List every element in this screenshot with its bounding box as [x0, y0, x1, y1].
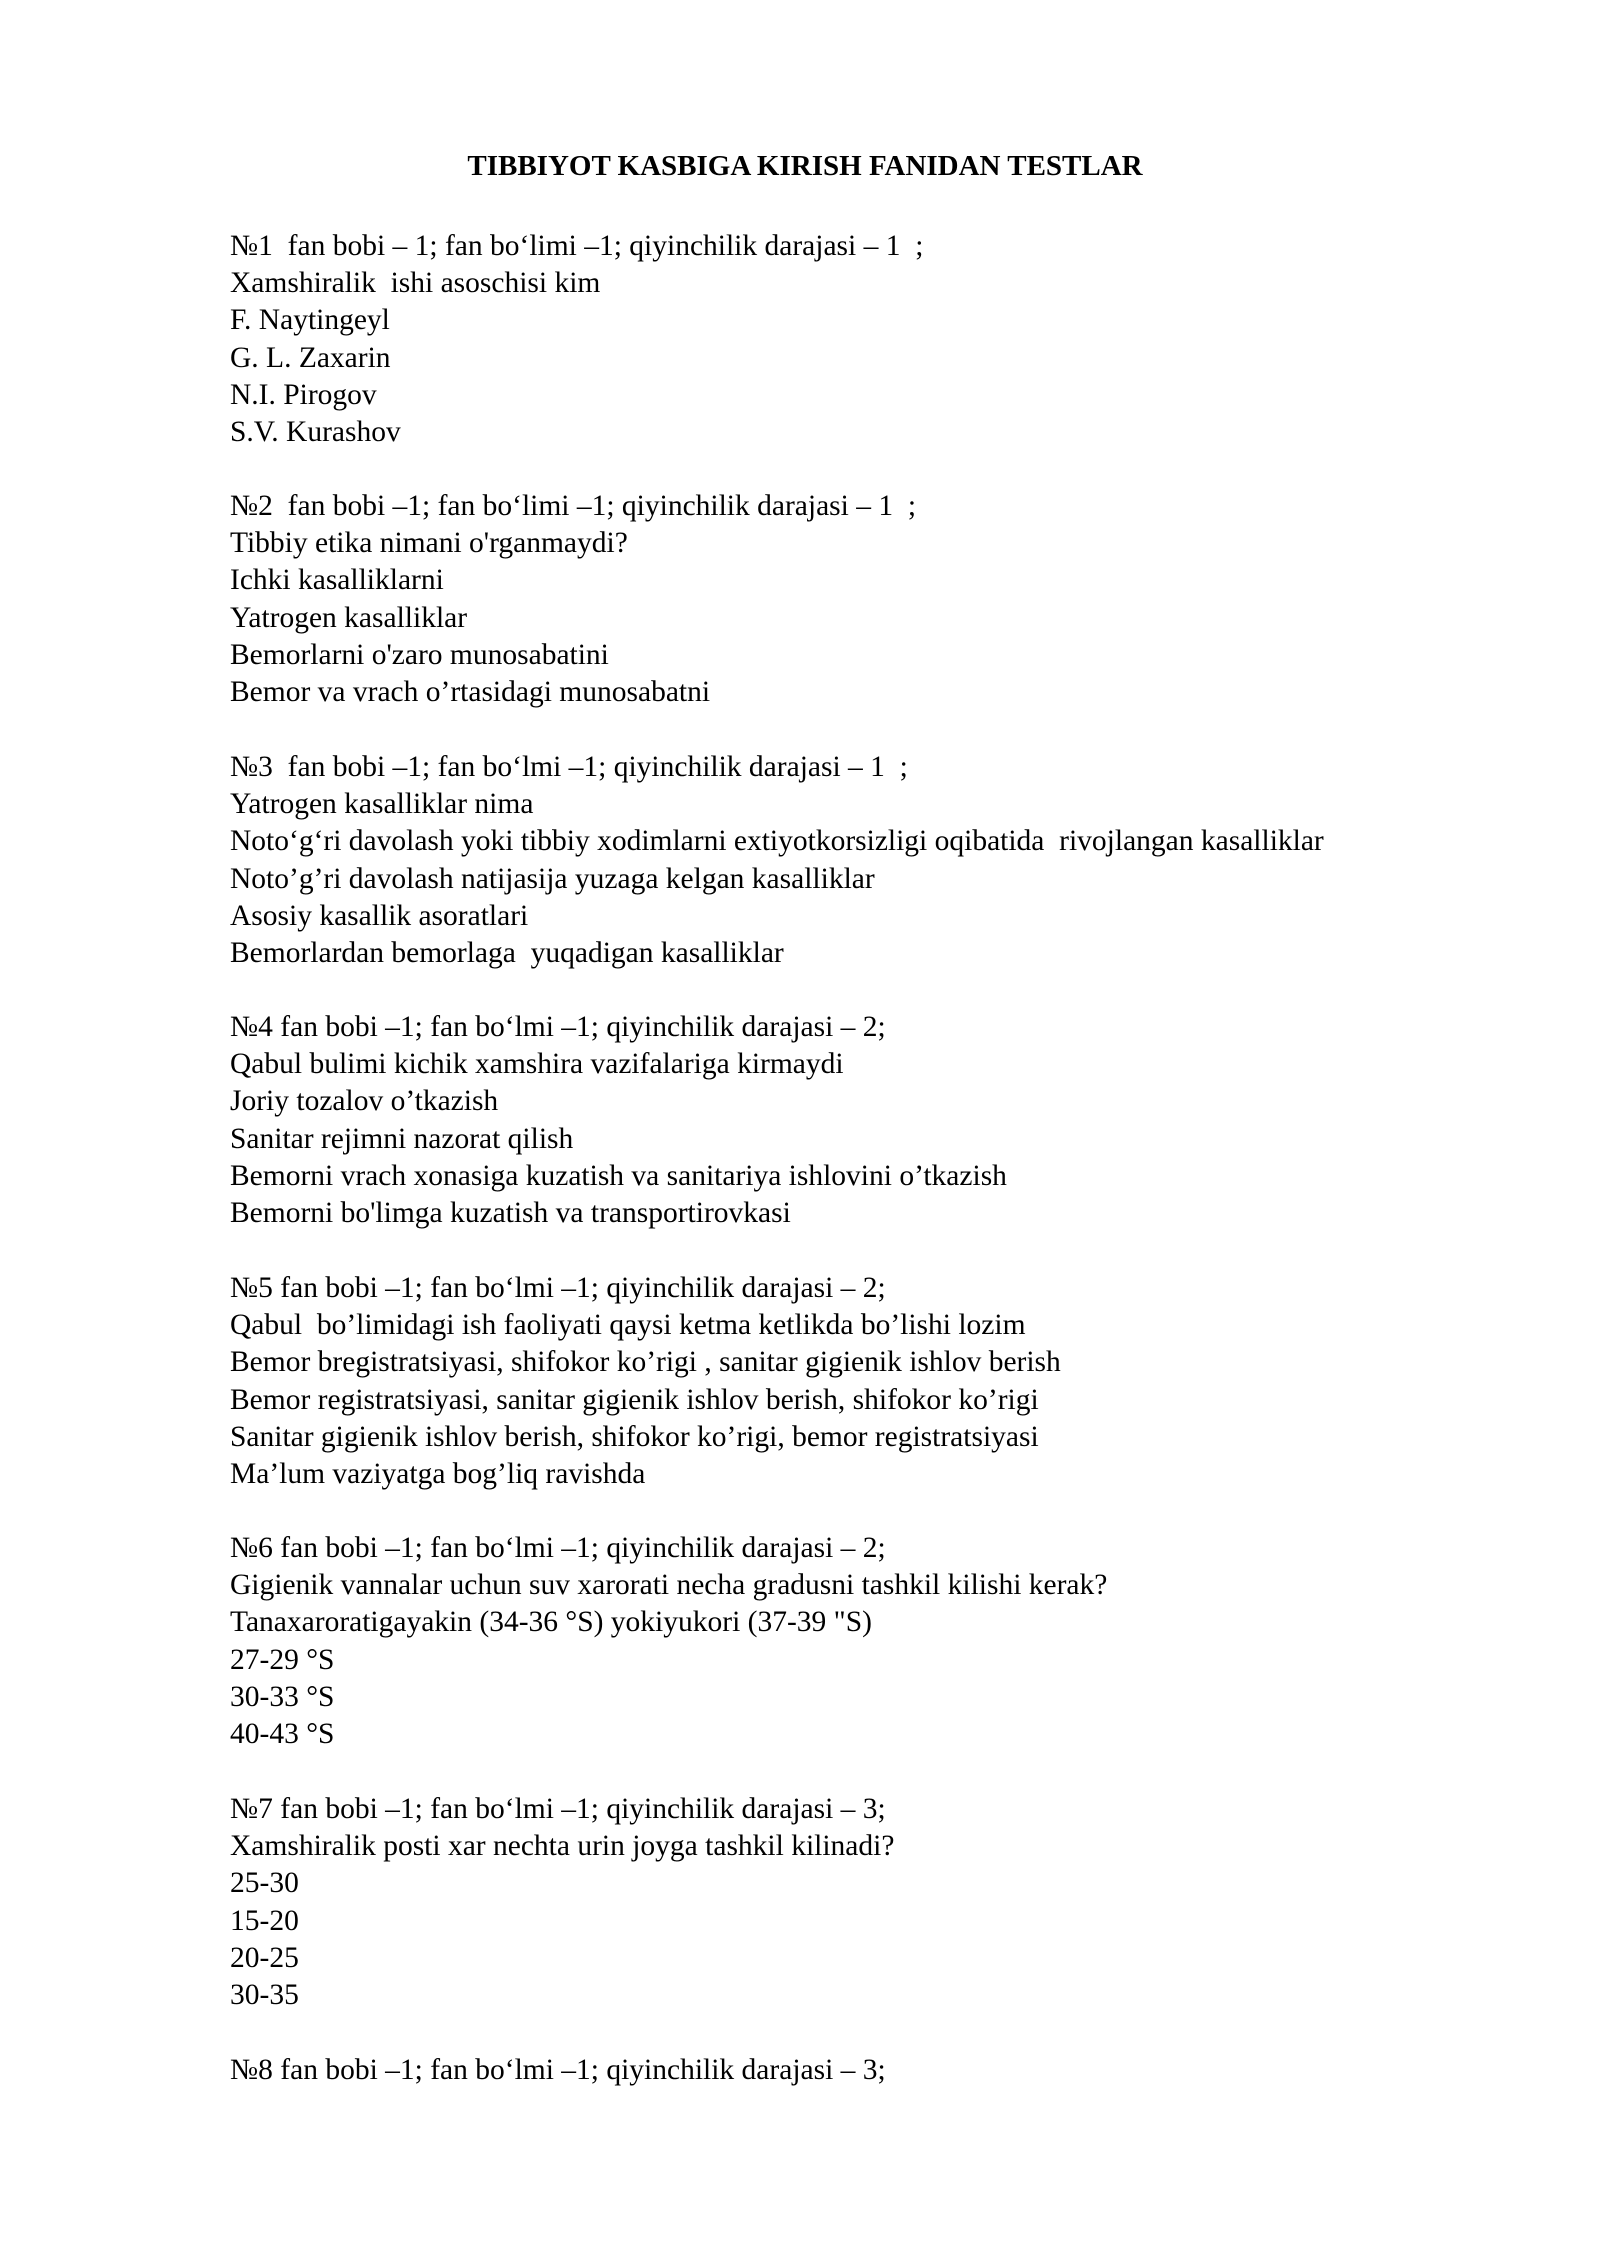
question-block-3	[230, 749, 1530, 972]
document-title: TIBBIYOT KASBIGA KIRISH FANIDAN TESTLAR	[467, 150, 1143, 182]
answer-option: Bemorlarni o'zaro munosabatini	[230, 638, 609, 671]
answer-option: Bemorni vrach xonasiga kuzatish va sanitariya ishlovini o’tkazish	[230, 1159, 1007, 1192]
answer-option: 20-25	[230, 1941, 299, 1974]
answer-option: F. Naytingeyl	[230, 304, 390, 337]
answer-option: Noto‘g‘ri davolash yoki tibbiy xodimlarni extiyotkorsizligi oqibatida rivojlangan kasalliklar	[230, 825, 1324, 858]
question-block-4	[230, 1009, 1530, 1232]
answer-option: S.V. Kurashov	[230, 415, 401, 448]
answer-option: 25-30	[230, 1867, 299, 1900]
question-text: Yatrogen kasalliklar nima	[230, 788, 534, 821]
question-header: №4 fan bobi –1; fan bo‘lmi –1; qiyinchilik darajasi – 2;	[230, 1011, 886, 1043]
question-text: Gigienik vannalar uchun suv xarorati necha gradusni tashkil kilishi kerak?	[230, 1569, 1108, 1602]
answer-option: Noto’g’ri davolash natijasija yuzaga kelgan kasalliklar	[230, 862, 875, 895]
answer-option: Bemorni bo'limga kuzatish va transportirovkasi	[230, 1196, 791, 1229]
answer-option: Asosiy kasallik asoratlari	[230, 899, 529, 932]
answer-option: Yatrogen kasalliklar	[230, 601, 468, 634]
answer-option: 30-33 °S	[230, 1680, 335, 1713]
question-text: Xamshiralik ishi asoschisi kim	[230, 267, 601, 300]
question-header: №1 fan bobi – 1; fan bo‘limi –1; qiyinchilik darajasi – 1 ;	[230, 230, 924, 262]
answer-option: 40-43 °S	[230, 1717, 335, 1750]
question-header: №5 fan bobi –1; fan bo‘lmi –1; qiyinchilik darajasi – 2;	[230, 1272, 886, 1304]
question-text: Tibbiy etika nimani o'rganmaydi?	[230, 527, 628, 560]
question-text: Qabul bo’limidagi ish faoliyati qaysi ketma ketlikda bo’lishi lozim	[230, 1309, 1026, 1342]
question-block-6	[230, 1530, 1530, 1753]
question-header: №2 fan bobi –1; fan bo‘limi –1; qiyinchilik darajasi – 1 ;	[230, 490, 917, 522]
question-text: Qabul bulimi kichik xamshira vazifalariga kirmaydi	[230, 1048, 844, 1081]
answer-option: G. L. Zaxarin	[230, 341, 391, 374]
answer-option: Bemor registratsiyasi, sanitar gigienik ishlov berish, shifokor ko’rigi	[230, 1383, 1039, 1416]
answer-option: Bemorlardan bemorlaga yuqadigan kasalliklar	[230, 936, 784, 969]
answer-option: Ma’lum vaziyatga bog’liq ravishda	[230, 1457, 646, 1490]
answer-option: Sanitar rejimni nazorat qilish	[230, 1122, 574, 1155]
question-block-5	[230, 1270, 1530, 1493]
answer-option: 15-20	[230, 1904, 299, 1937]
answer-option: Sanitar gigienik ishlov berish, shifokor ko’rigi, bemor registratsiyasi	[230, 1420, 1039, 1453]
question-block-8	[230, 2052, 1530, 2089]
question-header: №7 fan bobi –1; fan bo‘lmi –1; qiyinchilik darajasi – 3;	[230, 1793, 886, 1825]
answer-option: 27-29 °S	[230, 1643, 335, 1676]
answer-option: N.I. Pirogov	[230, 378, 377, 411]
question-header: №8 fan bobi –1; fan bo‘lmi –1; qiyinchilik darajasi – 3;	[230, 2054, 886, 2086]
question-header: №6 fan bobi –1; fan bo‘lmi –1; qiyinchilik darajasi – 2;	[230, 1532, 886, 1564]
answer-option: Tanaxaroratigayakin (34-36 °S) yokiyukori (37-39 "S)	[230, 1606, 872, 1639]
answer-option: Bemor va vrach o’rtasidagi munosabatni	[230, 675, 711, 708]
question-header: №3 fan bobi –1; fan bo‘lmi –1; qiyinchilik darajasi – 1 ;	[230, 751, 908, 783]
question-block-7	[230, 1791, 1530, 2014]
answer-option: Joriy tozalov o’tkazish	[230, 1085, 499, 1118]
answer-option: 30-35	[230, 1978, 299, 2011]
answer-option: Bemor bregistratsiyasi, shifokor ko’rigi , sanitar gigienik ishlov berish	[230, 1346, 1061, 1379]
question-text: Xamshiralik posti xar nechta urin joyga tashkil kilinadi?	[230, 1830, 895, 1863]
question-block-1	[230, 228, 1530, 451]
question-block-2	[230, 488, 1530, 711]
answer-option: Ichki kasalliklarni	[230, 564, 444, 597]
